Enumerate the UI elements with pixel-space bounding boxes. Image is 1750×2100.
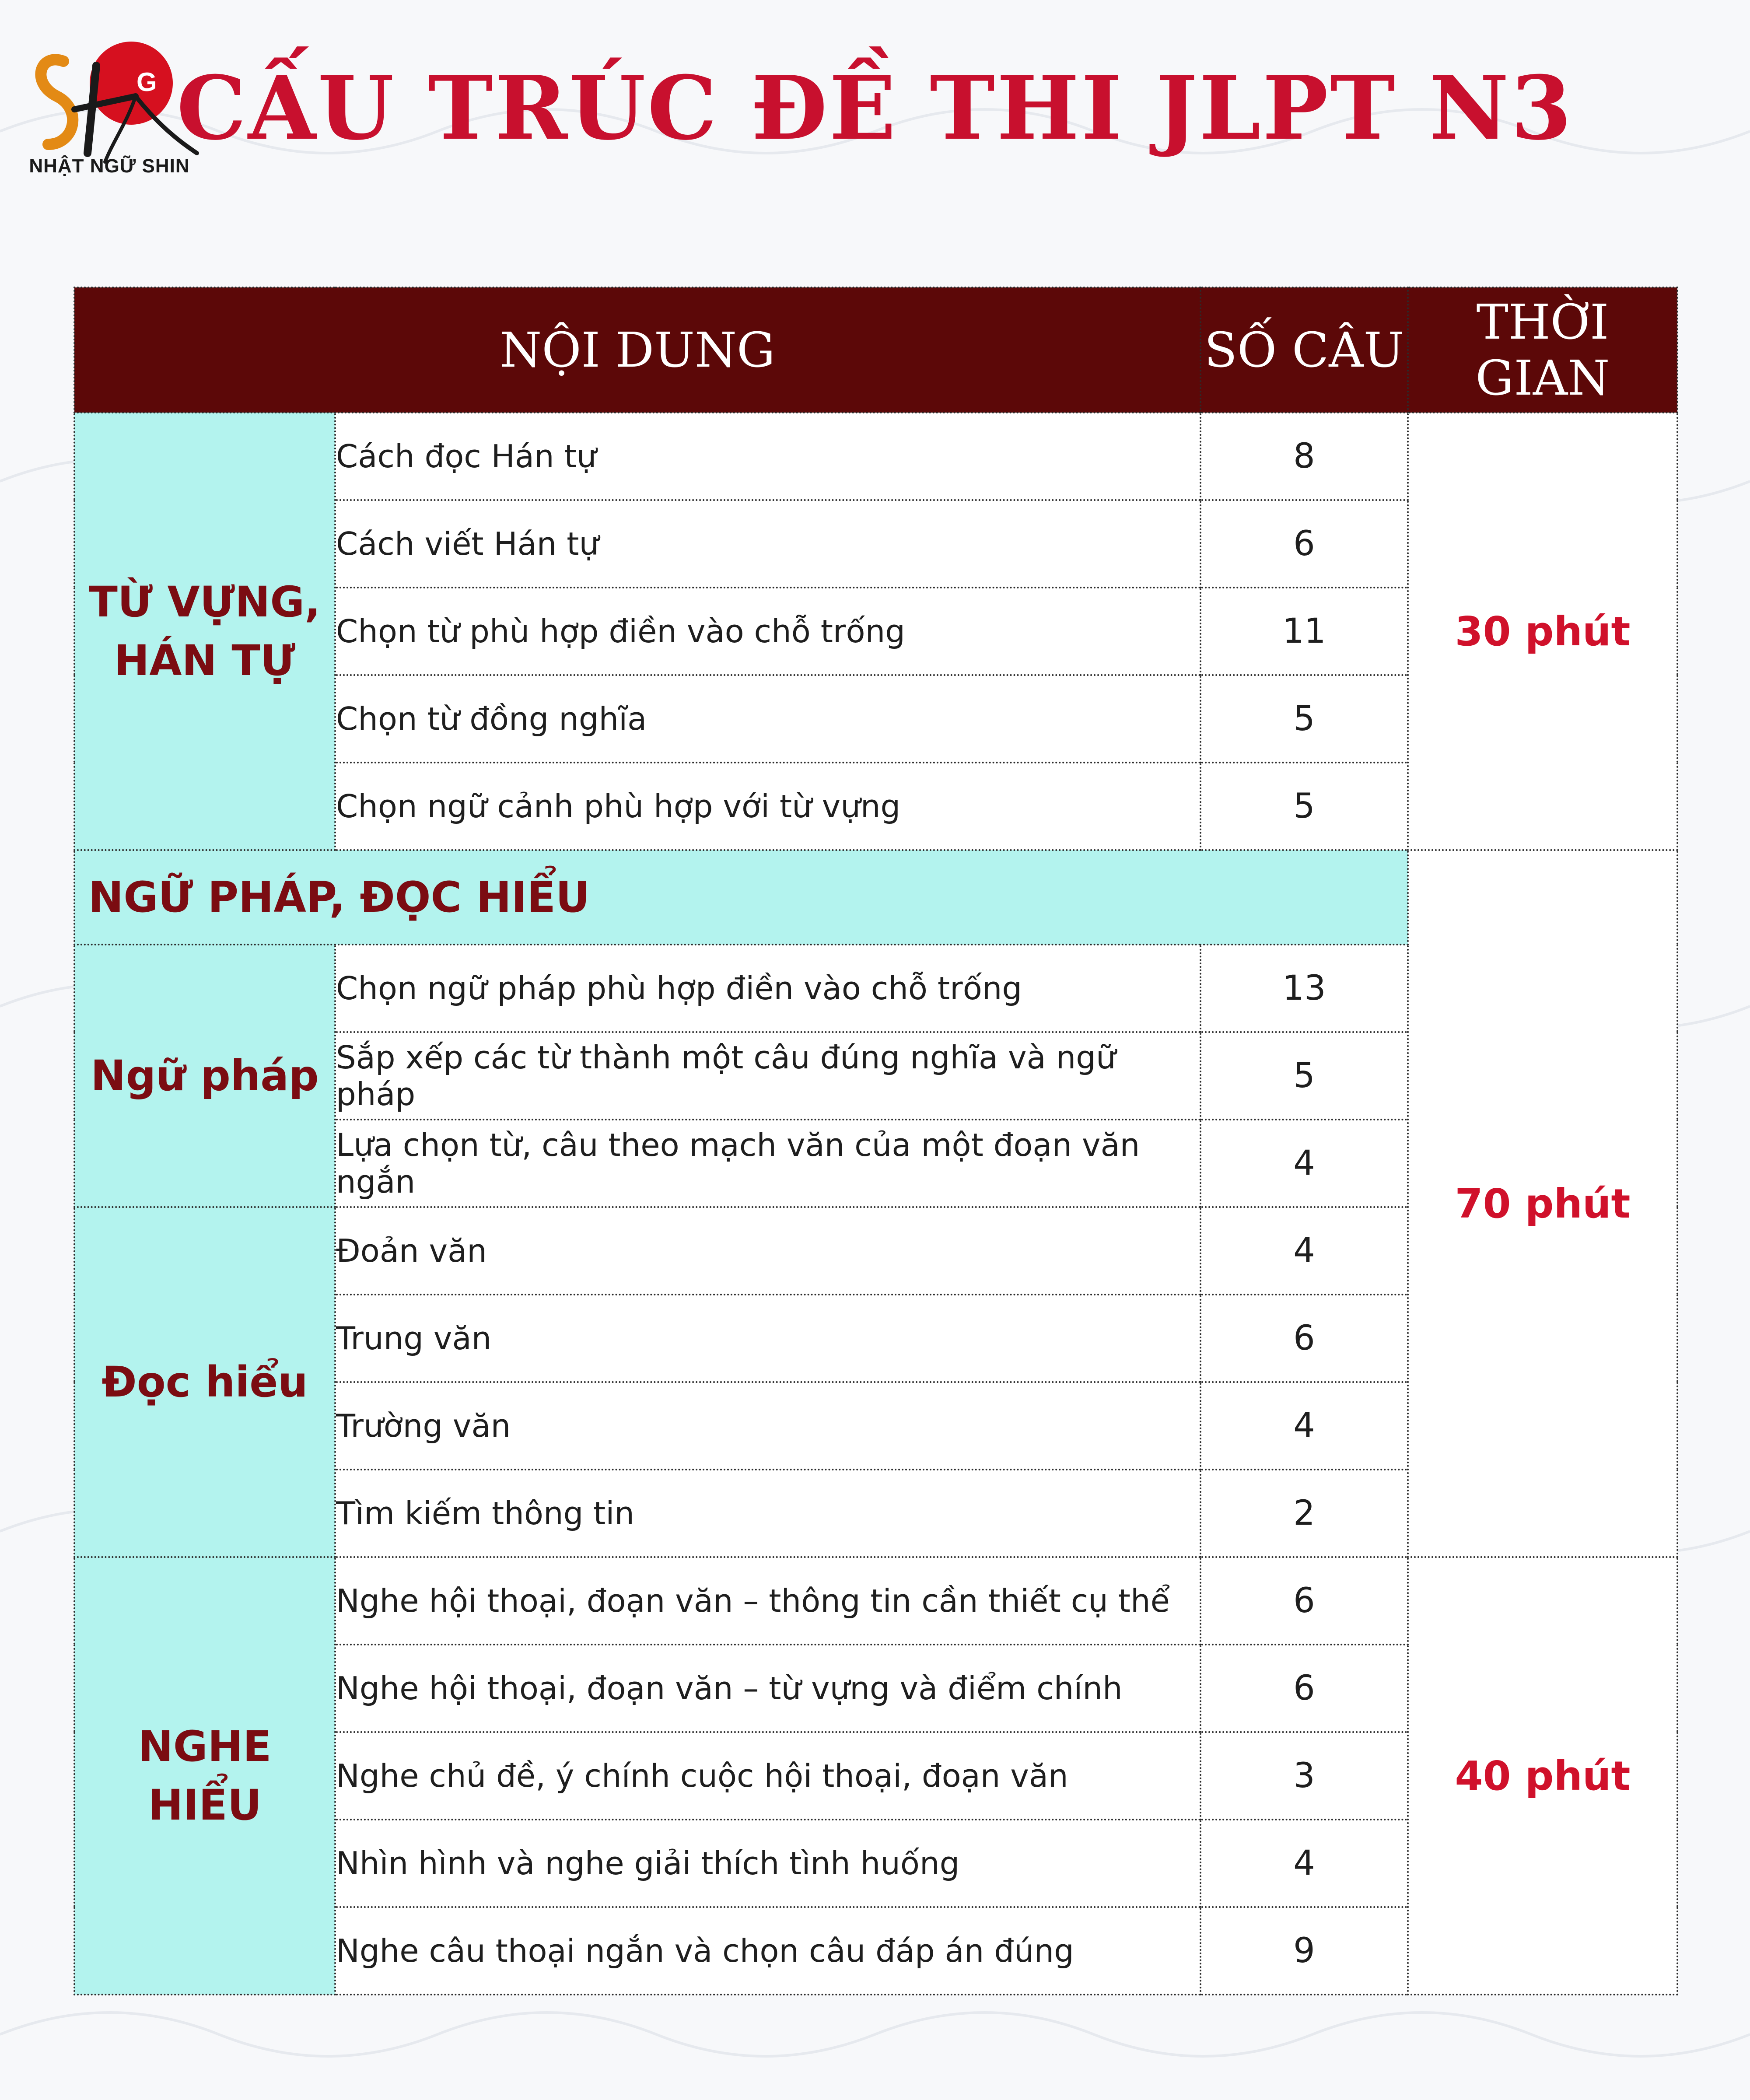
item-label: Nhìn hình và nghe giải thích tình huống — [335, 1820, 1200, 1907]
item-count: 3 — [1200, 1732, 1408, 1820]
item-count: 4 — [1200, 1207, 1408, 1295]
item-count: 6 — [1200, 1557, 1408, 1645]
item-label: Nghe chủ đề, ý chính cuộc hội thoại, đoạn văn — [335, 1732, 1200, 1820]
item-label: Sắp xếp các từ thành một câu đúng nghĩa và ngữ pháp — [335, 1032, 1200, 1120]
category-listening: NGHE HIỂU — [74, 1557, 335, 1995]
header-count: SỐ CÂU — [1200, 287, 1408, 413]
category-vocab-kanji — [74, 413, 335, 850]
item-label: Nghe câu thoại ngắn và chọn câu đáp án đúng — [335, 1907, 1200, 1995]
item-count: 5 — [1200, 763, 1408, 850]
item-label: Trung văn — [335, 1295, 1200, 1382]
item-count: 4 — [1200, 1820, 1408, 1907]
item-label: Cách đọc Hán tự — [335, 413, 1200, 500]
item-count: 4 — [1200, 1382, 1408, 1470]
time-vocab: 30 phút — [1408, 413, 1677, 850]
item-label: Chọn từ phù hợp điền vào chỗ trống — [335, 588, 1200, 675]
item-label: Nghe hội thoại, đoạn văn – từ vựng và điểm chính — [335, 1645, 1200, 1732]
header-time: THỜI GIAN — [1408, 287, 1677, 413]
item-label: Chọn ngữ cảnh phù hợp với từ vựng — [335, 763, 1200, 850]
exam-structure-table — [74, 287, 1678, 1995]
category-reading: Đọc hiểu — [74, 1207, 335, 1557]
category-grammar: Ngữ pháp — [74, 945, 335, 1207]
item-count: 6 — [1200, 1295, 1408, 1382]
item-count: 5 — [1200, 1032, 1408, 1120]
section-row-grammar-reading — [74, 850, 1677, 945]
item-label: Chọn ngữ pháp phù hợp điền vào chỗ trống — [335, 945, 1200, 1032]
svg-text:G: G — [136, 67, 157, 97]
item-label: Tìm kiếm thông tin — [335, 1470, 1200, 1557]
table-header-row — [74, 287, 1677, 413]
item-count: 8 — [1200, 413, 1408, 500]
time-listening: 40 phút — [1408, 1557, 1677, 1995]
table-row — [74, 413, 1677, 500]
item-label: Cách viết Hán tự — [335, 500, 1200, 588]
section-grammar-reading-label: NGỮ PHÁP, ĐỌC HIỂU — [74, 850, 1408, 945]
time-grammar-reading: 70 phút — [1408, 850, 1677, 1557]
category-vocab-line2: HÁN TỰ — [114, 636, 296, 685]
header-content: NỘI DUNG — [74, 287, 1200, 413]
item-count: 6 — [1200, 500, 1408, 588]
item-count: 6 — [1200, 1645, 1408, 1732]
logo-brand-text: NHẬT NGỮ SHIN — [29, 155, 190, 177]
item-label: Nghe hội thoại, đoạn văn – thông tin cần thiết cụ thể — [335, 1557, 1200, 1645]
item-label: Đoản văn — [335, 1207, 1200, 1295]
item-count: 2 — [1200, 1470, 1408, 1557]
item-label: Chọn từ đồng nghĩa — [335, 675, 1200, 763]
page-title: CẤU TRÚC ĐỀ THI JLPT N3 — [176, 57, 1574, 160]
item-count: 9 — [1200, 1907, 1408, 1995]
category-vocab-line1: TỪ VỰNG, — [89, 577, 321, 626]
item-label: Trường văn — [335, 1382, 1200, 1470]
item-count: 13 — [1200, 945, 1408, 1032]
item-count: 5 — [1200, 675, 1408, 763]
item-count: 11 — [1200, 588, 1408, 675]
item-label: Lựa chọn từ, câu theo mạch văn của một đoạn văn ngắn — [335, 1120, 1200, 1207]
item-count: 4 — [1200, 1120, 1408, 1207]
table-row — [74, 1557, 1677, 1645]
